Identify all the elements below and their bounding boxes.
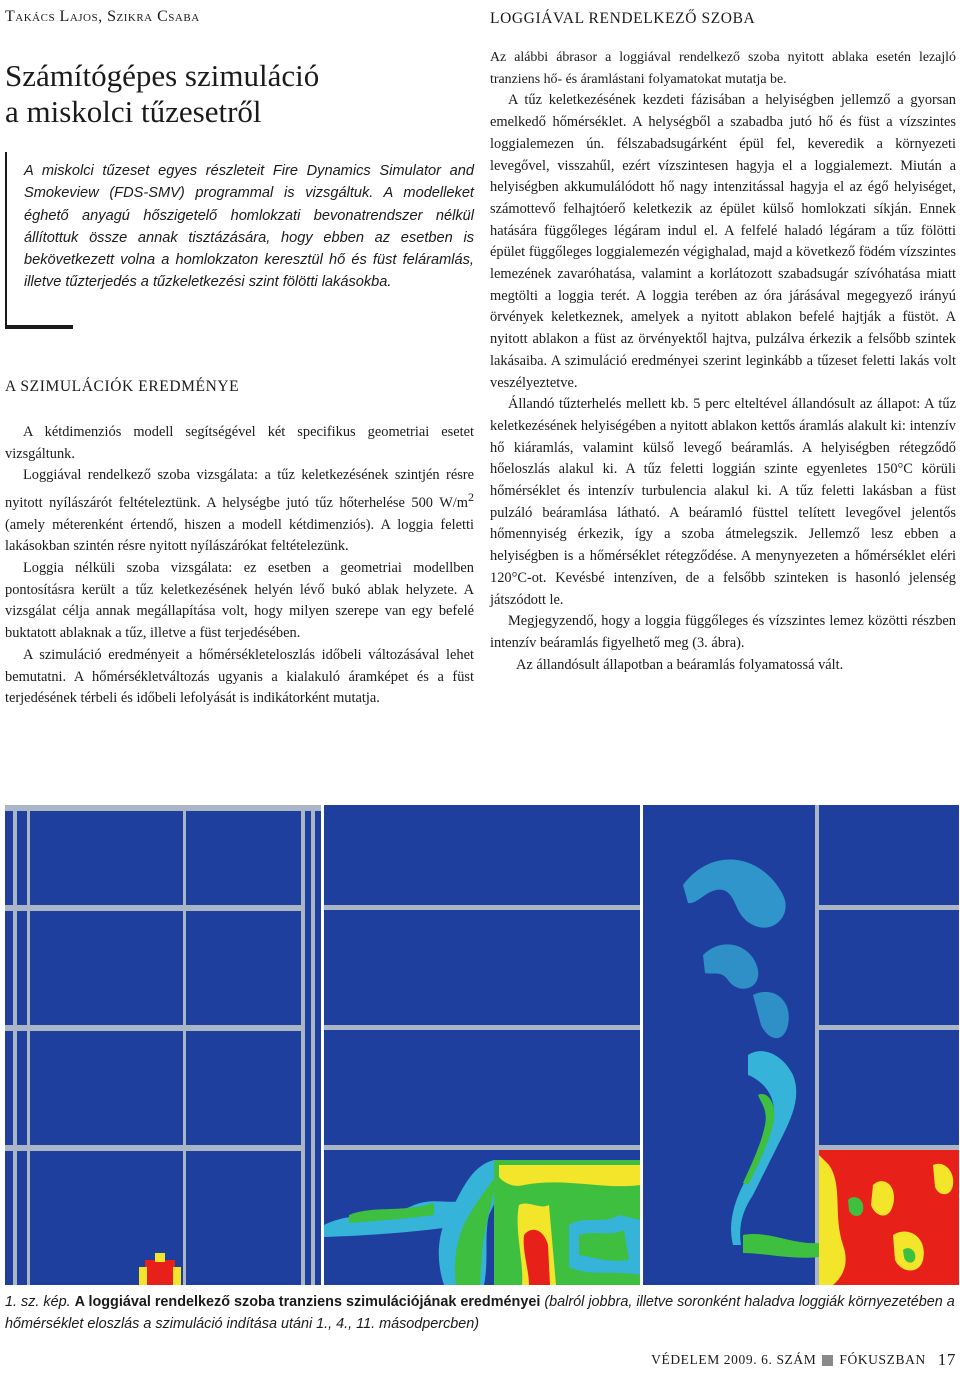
left-paragraph-1: A kétdimenziós modell segítségével két specifikus geometriai esetet vizsgáltunk. xyxy=(5,424,474,462)
simulation-panel-3-image xyxy=(643,805,959,1285)
journal-issue: VÉDELEM 2009. 6. SZÁM xyxy=(651,1352,817,1367)
caption-number: 1. sz. kép. xyxy=(5,1294,71,1310)
article-title xyxy=(5,58,475,130)
left-paragraph-4: A szimuláció eredményeit a hőmérsékleteloszlás időbeli változásával lehet bemutatni. A hőmérsékletváltozás ugyanis a kialakuló áramképet és a füst terjedésének térbeli és időbeli lefolyását is indikátorként mutatja. xyxy=(5,646,474,707)
figure-caption xyxy=(5,1291,955,1335)
left-paragraph-3: Loggia nélküli szoba vizsgálata: ez esetben a geometriai modellben pontosításra került a tűz keletkezésének helyén lévő bukó ablak helyzete. A vizsgálat célja annak megállapítása volt, hogy milyen szerepe van egy befelé buktatott ablaknak a tűz, illetve a füst terjedésében. xyxy=(5,560,474,642)
title-line-1: Számítógépes szimuláció xyxy=(5,58,320,93)
left-paragraph-2 xyxy=(5,465,474,558)
page-number: 17 xyxy=(937,1350,956,1369)
left-column xyxy=(5,422,474,710)
simulation-panel-3 xyxy=(643,805,959,1285)
right-column xyxy=(490,47,956,676)
authors: Takács Lajos, Szikra Csaba xyxy=(5,8,200,25)
simulation-figure xyxy=(5,805,960,1285)
simulation-panel-2-image xyxy=(324,805,640,1285)
caption-title: A loggiával rendelkező szoba tranziens szimulációjának eredményei xyxy=(74,1294,541,1310)
square-separator-icon xyxy=(822,1355,833,1366)
abstract-rule-horizontal xyxy=(5,325,73,329)
simulation-panel-2 xyxy=(324,805,640,1285)
right-paragraph-1: Az alábbi ábrasor a loggiával rendelkező szoba nyitott ablaka esetén lezajló tranziens hő- és áramlástani folyamatokat mutatja be. xyxy=(490,50,956,87)
simulation-panel-1 xyxy=(5,805,321,1285)
right-paragraph-4: Megjegyzendő, hogy a loggia függőleges és vízszintes lemez közötti részben intenzív beáramlás figyelhető meg (3. ábra). xyxy=(490,613,956,651)
section-heading-results: A SZIMULÁCIÓK EREDMÉNYE xyxy=(5,378,240,395)
simulation-panel-1-image xyxy=(5,805,321,1285)
right-paragraph-5: Az állandósult állapotban a beáramlás folyamatossá vált. xyxy=(516,656,844,673)
section-heading-loggia: LOGGIÁVAL RENDELKEZŐ SZOBA xyxy=(490,10,756,27)
right-paragraph-2: A tűz keletkezésének kezdeti fázisában a helyiségben jellemző a gyorsan emelkedő hőmérséklet. A helységből a szabadba jutó hő és füst a vízszintes loggialemezen ún. félszabadsugárként épül fel, keveredik a környezeti levegővel, visszahűl, ezért vízszintesen hagyja el a loggialemezt. Miután a helyiségben akkumulálódott hő nagy intenzitással hagyja el az égő helyiséget, számottevő felhajtóerő keletkezik az épület külső homlokzati síkján. Ennek hatására függőleges légáram indul el. A felfelé haladó légáram a tűz fölötti épület függőleges loggialemezén végighalad, majd a következő födém vízszintes lemezének zavaróhatása, valamint a korlátozott szabadsugár szívóhatása miatt megtölti a loggia terét. A loggia terében az óra járásával megegyező irányú örvények keletkeznek, amelyek a nyitott ablakon befelé hajtják a füstöt. A nyitott ablakon a füst az örvényektől hajtva, pulzálva érkezik a felsőbb szintek lakásaiba. A szimuláció eredményei szerint leginkább a tűzeset feletti lakás volt veszélyeztetve. xyxy=(490,92,956,391)
abstract: A miskolci tűzeset egyes részleteit Fire Dynamics Simulator and Smokeview (FDS-SMV) programmal is vizsgáltuk. A modelleket éghető anyagú hőszigetelő homlokzati bevonatrendszer nélkül állítottuk össze annak tisztázására, hogy ebben az esetben is bekövetkezett volna a homlokzaton keresztül hő és füst feláramlás, illetve tűzterjedés a tűzkeletkezési szint fölötti lakásokba. xyxy=(24,163,474,291)
abstract-rule-vertical xyxy=(5,152,7,327)
page-footer xyxy=(651,1350,956,1370)
left-paragraph-2-part-b: (amely méterenként értendő, hiszen a modell kétdimenziós). A loggia feletti lakásokban szintén résre nyitott nyílászárókat feltételezünk. xyxy=(5,516,474,555)
title-line-2: a miskolci tűzesetről xyxy=(5,94,262,129)
right-paragraph-3: Állandó tűzterhelés mellett kb. 5 perc elteltével állandósult az állapot: A tűz keletkezésének helyiségében a nyitott ablakon kettős áramlás alakult ki: intenzív hő kiáramlás, valamint külső levegő beáramlás. A helyiségben rétegződő hőeloszlás alakul ki. A tűz feletti loggián szinte egyenletes 150°C körüli hőmérséklet és intenzív turbulencia alakul ki. A tűz feletti lakásban a füst pulzáló beáramlása látható. A beáramló füsttel telített levegővel jelentős hőmennyiség érkezik, így a szoba átmelegszik. Jellemző lesz ebben a helyiségben is a hőmérséklet rétegződése. A menynyezeten a hőmérséklet eléri 120°C-ot. Kevésbé intenzíven, de a felsőbb szinteken is hasonló jelenség játszódott le. xyxy=(490,396,956,608)
unit-exponent: 2 xyxy=(468,490,474,505)
left-paragraph-2-part-a: Loggiával rendelkező szoba vizsgálata: a tűz keletkezésének szintjén résre nyitott nyílászárót feltételeztünk. A helységbe jutó tűz hőterhelése 500 W/m xyxy=(5,467,474,511)
section-name: FÓKUSZBAN xyxy=(839,1352,926,1367)
caption-description: (balról jobbra, illetve soronként haladva loggiák környezetében a hőmérséklet eloszlás a szimuláció indítása utáni 1., 4., 11. másodpercben) xyxy=(5,1294,955,1332)
